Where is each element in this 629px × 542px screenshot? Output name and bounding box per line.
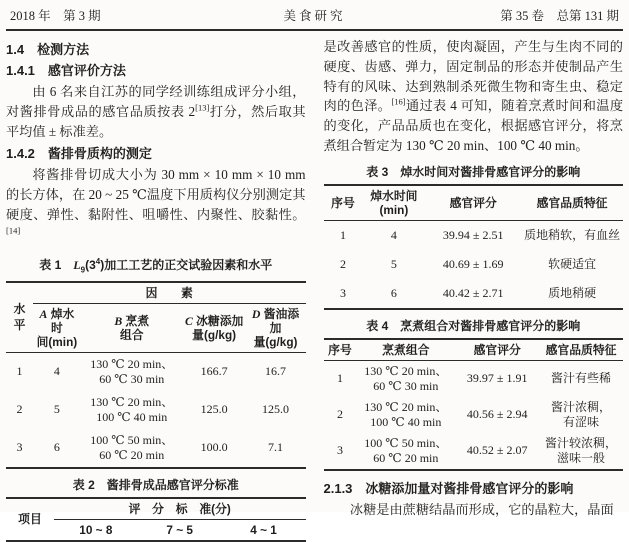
- cell-level: 2: [16, 402, 23, 417]
- cell-no: 1: [336, 371, 343, 386]
- header-line1: 感官评分: [449, 195, 497, 210]
- combo-line2: 100 ℃ 40 min: [370, 414, 442, 429]
- factor-unit: 量(g/kg): [192, 327, 237, 342]
- grade-range: 7 ~ 5: [166, 522, 193, 537]
- cell-sugar: 125.0: [200, 402, 228, 417]
- table-row: [324, 250, 624, 279]
- cell-combo: [356, 433, 455, 470]
- table-row: [6, 352, 306, 391]
- factor-letter: B: [114, 313, 123, 328]
- table1-title-text: 表 1: [39, 257, 74, 272]
- table4-combo-scores: [324, 338, 624, 471]
- column-left: [6, 37, 306, 542]
- cell-no: 3: [336, 443, 343, 458]
- cell-no: 2: [339, 256, 346, 271]
- combo-line2: 60 ℃ 30 min: [99, 371, 165, 386]
- cell-trait: [539, 433, 623, 470]
- paragraph-text: 打分，然后取其平均值 ± 标准差。: [6, 103, 306, 139]
- paragraph-text: 是改善感官的性质，使肉凝固，产生与生肉不同的硬度、齿感、弹力，固定制品的形态并使制品产生特有的风味、达到熟制杀死微生物和寄生虫、稳定肉的色泽。: [323, 39, 623, 114]
- paragraph-text: 由 6 名来自江苏的同学经训练组成评分小组，对酱排骨成品的感官品质按表 2: [6, 84, 306, 119]
- combo-line1: 130 ℃ 20 min、: [90, 356, 174, 371]
- table1-orthogonal-factors: [6, 281, 306, 469]
- table2-score-spanner: 评 分 标 准(分): [54, 498, 306, 520]
- trait-line1: 酱汁浓稠，: [551, 399, 612, 414]
- table-row: [324, 433, 624, 470]
- table-row: [6, 429, 306, 468]
- table3-header-no: [324, 185, 363, 221]
- cell-no: 1: [339, 227, 346, 242]
- running-head: [6, 2, 623, 31]
- paragraph-sensory-method: [6, 82, 306, 141]
- table3-header-time: [362, 185, 425, 221]
- cell-blanch-time: 5: [53, 402, 60, 417]
- paragraph-rock-sugar: 冰糖是由蔗糖结晶而形成，它的晶粒大，晶面: [349, 501, 614, 517]
- table1-col-header-D: [246, 303, 306, 352]
- table4-title: 表 4 烹煮组合对酱排骨感官评分的影响: [366, 318, 581, 333]
- cell-soy: 16.7: [265, 364, 287, 379]
- header-line2: (min): [379, 202, 409, 217]
- issue-info-left: 2018 年 第 3 期: [10, 9, 101, 23]
- table3-blanching-scores: [324, 184, 624, 310]
- table4-header-combo: 烹煮组合: [356, 339, 455, 361]
- orthogonal-superscript: 4: [95, 256, 101, 266]
- combo-line2: 100 ℃ 40 min: [96, 409, 168, 424]
- trait-line1: 酱汁有些稀: [551, 371, 612, 386]
- paragraph-cooking-effect: [324, 37, 624, 156]
- paragraph-text: 将酱排骨切成大小为 30 mm × 10 mm × 10 mm 的长方体，在 20 ~ 25 ℃温度下用质构仪分别测定其硬度、弹性、黏附性、咀嚼性、内聚性、胶黏性。: [6, 167, 306, 222]
- cell-score: 40.42 ± 2.71: [442, 285, 504, 300]
- combo-line1: 130 ℃ 20 min、: [364, 399, 448, 414]
- table2-corner-header: 项目: [18, 512, 42, 527]
- cell-time: 4: [390, 227, 397, 242]
- cell-blanch-time: 6: [53, 440, 60, 455]
- combo-line2: 60 ℃ 30 min: [373, 378, 439, 393]
- table4-header-trait: 感官品质特征: [539, 339, 623, 361]
- table-row: [6, 391, 306, 429]
- cell-trait: 软硬适宜: [548, 256, 597, 271]
- cell-sugar: 166.7: [200, 364, 228, 379]
- factor-name: 冰糖添加: [196, 313, 244, 328]
- cell-no: 2: [336, 407, 343, 422]
- factor-unit: 间(min): [36, 334, 78, 349]
- citation-ref: [13]: [195, 102, 210, 113]
- citation-ref: [14]: [6, 225, 21, 236]
- cell-score: 40.56 ± 2.94: [466, 407, 528, 422]
- table4-header-no: 序号: [324, 339, 357, 361]
- paragraph-texture-method: [6, 165, 306, 244]
- cell-trait: [539, 360, 623, 397]
- trait-line2: 有涩味: [563, 414, 600, 429]
- cell-cook-combo: [81, 429, 183, 468]
- factor-name: 酱油添加: [263, 306, 300, 335]
- factor-letter: D: [251, 306, 261, 321]
- section-heading-2-1-3: 2.1.3 冰糖添加量对酱排骨感官评分的影响: [323, 480, 574, 496]
- cell-cook-combo: [81, 391, 183, 429]
- cell-score: 39.94 ± 2.51: [442, 227, 504, 242]
- combo-line2: 60 ℃ 20 min: [373, 450, 439, 465]
- table4-header-score: 感官评分: [455, 339, 539, 361]
- orthogonal-subscript: 9: [80, 264, 86, 274]
- cell-score: 40.52 ± 2.07: [466, 443, 528, 458]
- combo-line1: 100 ℃ 50 min、: [364, 435, 448, 450]
- table1-factor-spanner: 因 素: [33, 282, 306, 304]
- cell-trait: [539, 397, 623, 433]
- cell-cook-combo: [81, 352, 183, 391]
- paragraph-text: 通过表 4 可知，随着烹煮时间和温度的变化，产品品质也在变化，根据感官评分，将烹煮组合暂定为 130 ℃ 20 min、100 ℃ 40 min。: [323, 98, 624, 153]
- section-heading-1-4-2: 1.4.2 酱排骨质构的测定: [6, 146, 152, 162]
- header-line1: 焯水时间: [370, 188, 418, 203]
- section-heading-1-4: 1.4 检测方法: [6, 42, 90, 57]
- cell-sugar: 100.0: [200, 440, 228, 455]
- combo-line1: 130 ℃ 20 min、: [90, 394, 174, 409]
- cell-trait: 质地稍软，有血丝: [524, 227, 621, 242]
- cell-blanch-time: 4: [53, 364, 60, 379]
- header-line1: 感官品质特征: [536, 195, 608, 210]
- table2-scoring-standard: [6, 497, 306, 542]
- grade-range: 10 ~ 8: [79, 522, 113, 537]
- trait-line1: 酱汁较浓稠，: [545, 435, 618, 450]
- column-right: [324, 37, 624, 542]
- table3-header-trait: [521, 185, 623, 221]
- cell-score: 39.97 ± 1.91: [466, 371, 528, 386]
- header-line1: 序号: [331, 195, 355, 210]
- citation-ref: [16]: [391, 97, 406, 107]
- combo-line1: 130 ℃ 20 min、: [364, 363, 448, 378]
- table1-col-header-B: [81, 303, 183, 352]
- table2-title: 表 2 酱排骨成品感官评分标准: [72, 477, 239, 492]
- table1-col-header-A: [33, 303, 81, 352]
- issue-info-right: 第 35 卷 总第 131 期: [500, 9, 619, 23]
- factor-unit: 量(g/kg): [253, 334, 298, 349]
- orthogonal-symbol: L: [73, 257, 81, 272]
- table-row: [324, 397, 624, 433]
- cell-soy: 125.0: [262, 402, 290, 417]
- journal-title: 美食研究: [283, 9, 346, 23]
- table1-title: [6, 254, 306, 277]
- two-column-body: [6, 37, 623, 542]
- combo-line1: 100 ℃ 50 min、: [90, 432, 174, 447]
- table3-header-score: [425, 185, 521, 221]
- factor-name: 烹煮: [125, 313, 150, 328]
- trait-line2: 滋味一般: [557, 450, 606, 465]
- factor-letter: A: [39, 306, 48, 321]
- cell-combo: [356, 397, 455, 433]
- table-row: [324, 220, 624, 250]
- factor-letter: C: [184, 313, 193, 328]
- cell-level: 3: [16, 440, 23, 455]
- table1-col-header-C: [183, 303, 246, 352]
- cell-level: 1: [16, 364, 23, 379]
- cell-trait: 质地稍硬: [548, 285, 597, 300]
- cell-soy: 7.1: [268, 440, 284, 455]
- cell-time: 6: [390, 285, 397, 300]
- table-row: [324, 279, 624, 309]
- combo-line2: 60 ℃ 20 min: [99, 447, 165, 462]
- level-label: 水平: [13, 302, 26, 333]
- cell-time: 5: [390, 256, 397, 271]
- cell-no: 3: [339, 285, 346, 300]
- section-heading-1-4-1: 1.4.1 感官评价方法: [6, 63, 126, 78]
- factor-name: 焯水时: [50, 306, 75, 335]
- table1-title-text: (3: [85, 257, 96, 272]
- table3-title: 表 3 焯水时间对酱排骨感官评分的影响: [366, 164, 581, 179]
- table-row: [324, 360, 624, 397]
- cell-combo: [356, 360, 455, 397]
- table1-corner-header: [6, 282, 33, 353]
- grade-range: 4 ~ 1: [250, 522, 277, 537]
- factor-unit: 组合: [119, 327, 144, 342]
- table1-title-text: )加工工艺的正交试验因素和水平: [100, 257, 273, 272]
- cell-score: 40.69 ± 1.69: [442, 256, 504, 271]
